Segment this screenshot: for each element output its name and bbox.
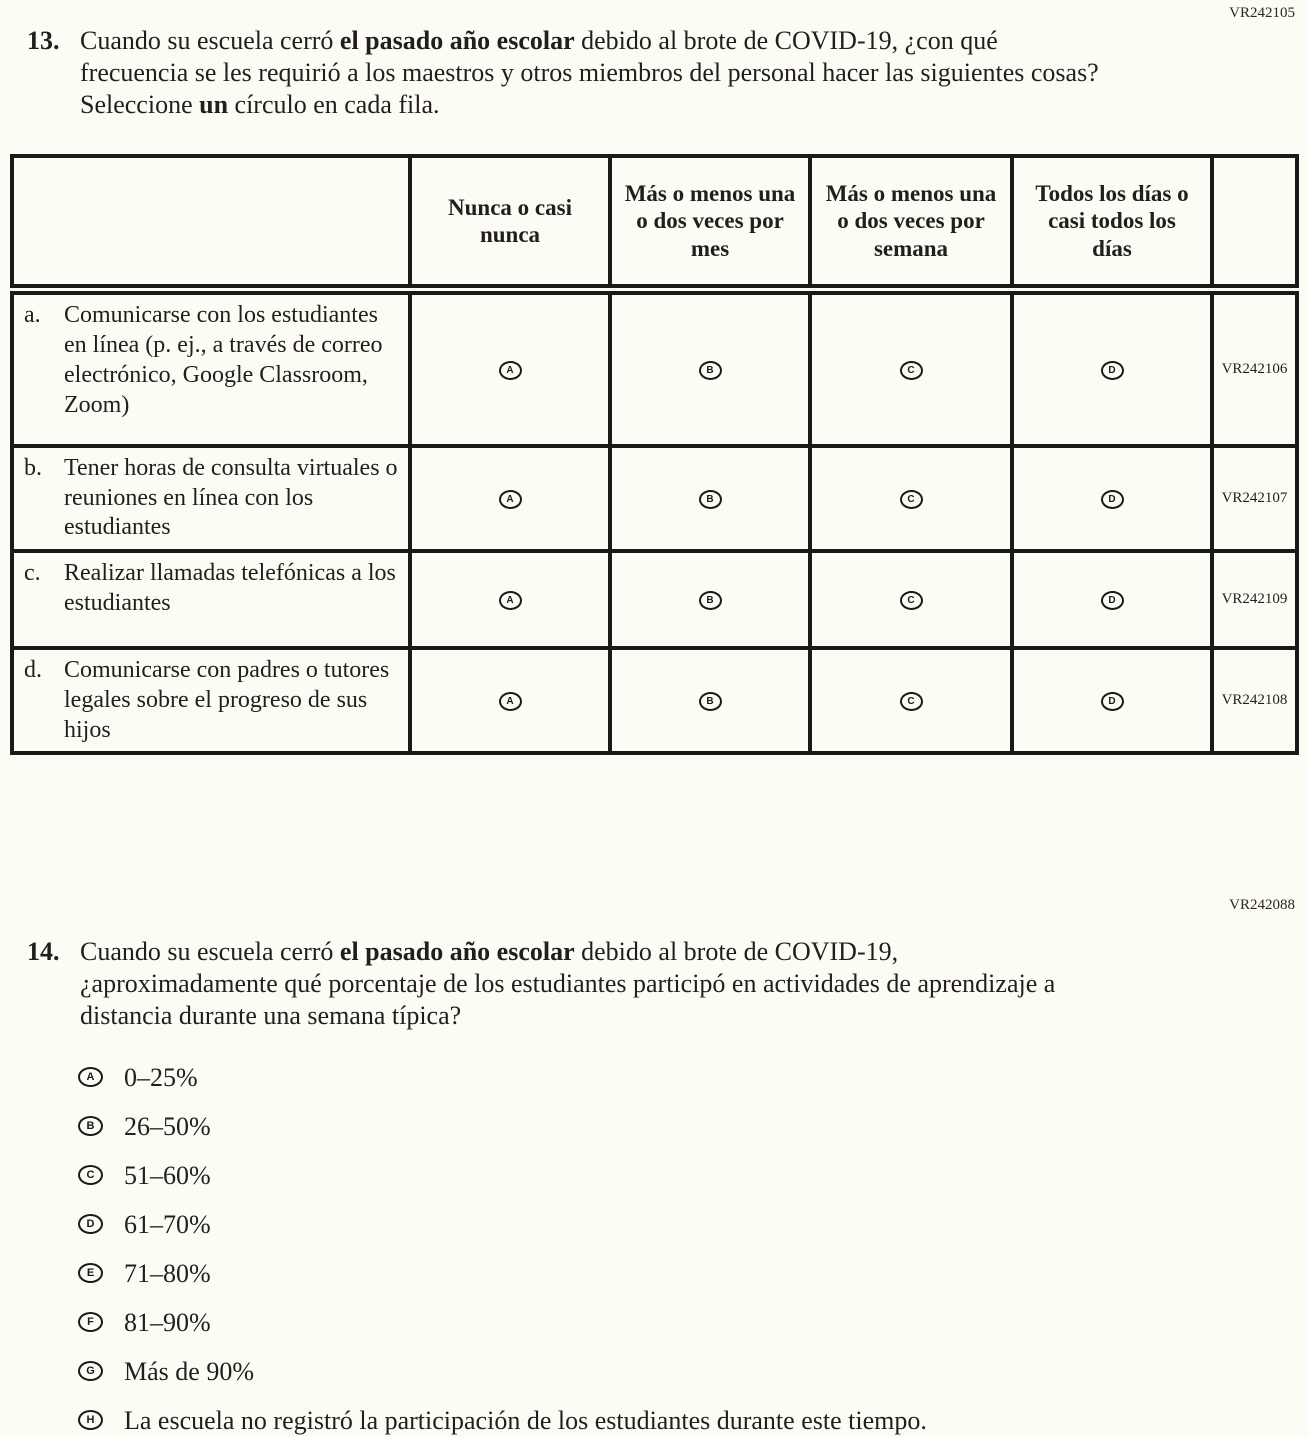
q13-row-d-bubble-d[interactable]: D xyxy=(1101,692,1124,711)
q14-bubble-c[interactable]: C xyxy=(78,1165,103,1185)
q13-row-c-bubble-d[interactable]: D xyxy=(1101,591,1124,610)
q13-row-c xyxy=(12,551,1297,648)
q13-row-a-letter: a. xyxy=(24,302,41,329)
q13-row-d-cell-d xyxy=(1012,648,1212,753)
q14-bubble-f[interactable]: F xyxy=(78,1312,103,1332)
q14-option-c xyxy=(13,1158,1295,1192)
q13-row-d-bubble-b[interactable]: B xyxy=(699,692,722,711)
q13-row-d-code: VR242108 xyxy=(1212,648,1297,753)
q14-option-d-text: 61–70% xyxy=(124,1209,211,1239)
q14-prompt-bold: el pasado año escolar xyxy=(339,937,575,967)
q14-option-g xyxy=(13,1354,1295,1388)
q13-row-d-text: Comunicarse con padres o tutores legales sobre el progreso de sus hijos xyxy=(64,657,390,743)
q13-col-header-3: Todos los días o casi todos los días xyxy=(1012,156,1212,290)
q14-bubble-e[interactable]: E xyxy=(78,1263,103,1283)
q13-row-c-cell-b xyxy=(610,551,810,648)
q13-row-a-cell-a xyxy=(410,290,610,446)
q14-prompt-segment: Cuando su escuela cerró xyxy=(80,937,340,967)
q13-row-d-bubble-a[interactable]: A xyxy=(499,692,522,711)
q13-row-b-letter: b. xyxy=(24,454,42,481)
q13-row-b-item xyxy=(12,446,410,551)
q13-col-header-2: Más o menos una o dos veces por semana xyxy=(810,156,1012,290)
q14-option-f xyxy=(13,1305,1295,1339)
q13-row-d xyxy=(12,648,1297,753)
q14-option-f-text: 81–90% xyxy=(124,1307,211,1337)
q13-row-c-bubble-a[interactable]: A xyxy=(499,591,522,610)
question-14 xyxy=(13,936,1295,1032)
q13-row-d-cell-a xyxy=(410,648,610,753)
q13-row-b-code: VR242107 xyxy=(1212,446,1297,551)
q13-row-c-letter: c. xyxy=(24,560,41,587)
q13-prompt-segment: Cuando su escuela cerró xyxy=(80,26,340,55)
q13-row-b-cell-d xyxy=(1012,446,1212,551)
q13-row-c-cell-a xyxy=(410,551,610,648)
q14-option-e xyxy=(13,1256,1295,1290)
q14-option-c-text: 51–60% xyxy=(124,1160,211,1190)
q14-option-b-text: 26–50% xyxy=(124,1111,211,1141)
q13-row-c-cell-c xyxy=(810,551,1012,648)
q13-row-c-cell-d xyxy=(1012,551,1212,648)
q14-bubble-g[interactable]: G xyxy=(78,1361,103,1381)
q13-col-header-1: Más o menos una o dos veces por mes xyxy=(610,156,810,290)
q14-option-b xyxy=(13,1109,1295,1143)
q14-options-list xyxy=(13,1060,1295,1437)
q13-frequency-table xyxy=(10,154,1299,756)
q13-row-d-cell-c xyxy=(810,648,1012,753)
q14-bubble-b[interactable]: B xyxy=(78,1116,103,1136)
question-14-number: 14. xyxy=(27,937,60,967)
q13-row-a-code: VR242106 xyxy=(1212,290,1297,446)
q13-row-c-bubble-c[interactable]: C xyxy=(900,591,923,610)
q13-header-row xyxy=(12,156,1297,290)
q13-row-a-bubble-b[interactable]: B xyxy=(699,361,722,380)
q13-row-a xyxy=(12,290,1297,446)
form-code-q14: VR242088 xyxy=(1229,897,1295,914)
q13-row-a-bubble-a[interactable]: A xyxy=(499,361,522,380)
q13-row-b-cell-b xyxy=(610,446,810,551)
q13-row-a-bubble-d[interactable]: D xyxy=(1101,361,1124,380)
q13-row-a-cell-b xyxy=(610,290,810,446)
q13-row-c-code: VR242109 xyxy=(1212,551,1297,648)
q13-row-d-item xyxy=(12,648,410,753)
q13-row-b xyxy=(12,446,1297,551)
q13-row-d-bubble-c[interactable]: C xyxy=(900,692,923,711)
q13-row-b-bubble-b[interactable]: B xyxy=(699,490,722,509)
q14-option-a-text: 0–25% xyxy=(124,1062,198,1092)
q14-bubble-h[interactable]: H xyxy=(78,1410,103,1430)
q13-header-empty-left xyxy=(12,156,410,290)
q13-row-b-cell-c xyxy=(810,446,1012,551)
q13-row-b-bubble-a[interactable]: A xyxy=(499,490,522,509)
q13-row-d-letter: d. xyxy=(24,657,42,684)
q13-col-header-0: Nunca o casi nunca xyxy=(410,156,610,290)
q14-prompt-segment: debido al brote de COVID-19, ¿aproximadamente qué porcentaje de los estudiantes participó en actividades de aprendizaje a distancia durante una semana típica? xyxy=(80,937,1056,1031)
q14-bubble-a[interactable]: A xyxy=(78,1067,103,1087)
q13-row-a-bubble-c[interactable]: C xyxy=(900,361,923,380)
q14-option-d xyxy=(13,1207,1295,1241)
question-14-prompt xyxy=(80,936,1060,1032)
q13-row-c-item xyxy=(12,551,410,648)
q14-option-e-text: 71–80% xyxy=(124,1258,211,1288)
form-code-q13: VR242105 xyxy=(1229,5,1295,21)
q13-prompt-segment: debido al brote de COVID-19, ¿con qué frecuencia se les requirió a los maestros y otros miembros del personal hacer las siguientes cosas? Seleccione xyxy=(80,26,1099,119)
q13-prompt-bold: un xyxy=(199,89,229,119)
q13-row-a-cell-d xyxy=(1012,290,1212,446)
q14-bubble-d[interactable]: D xyxy=(78,1214,103,1234)
q13-row-a-text: Comunicarse con los estudiantes en línea (p. ej., a través de correo electrónico, Google Classroom, Zoom) xyxy=(64,302,383,418)
q13-row-b-bubble-c[interactable]: C xyxy=(900,490,923,509)
question-13-number: 13. xyxy=(27,26,60,55)
q14-option-h-text: La escuela no registró la participación de los estudiantes durante este tiempo. xyxy=(124,1405,927,1435)
q13-row-b-cell-a xyxy=(410,446,610,551)
q13-row-b-text: Tener horas de consulta virtuales o reuniones en línea con los estudiantes xyxy=(64,454,398,541)
q13-row-a-cell-c xyxy=(810,290,1012,446)
question-13 xyxy=(13,25,1295,121)
question-13-prompt xyxy=(80,25,1110,121)
q13-header-empty-right xyxy=(1212,156,1297,290)
q13-row-c-text: Realizar llamadas telefónicas a los estudiantes xyxy=(64,560,396,616)
q14-option-a xyxy=(13,1060,1295,1094)
q13-row-d-cell-b xyxy=(610,648,810,753)
q13-row-a-item xyxy=(12,290,410,446)
q13-row-b-bubble-d[interactable]: D xyxy=(1101,490,1124,509)
q14-option-g-text: Más de 90% xyxy=(124,1356,254,1386)
q13-prompt-bold: el pasado año escolar xyxy=(339,26,575,55)
q13-prompt-segment: círculo en cada fila. xyxy=(228,89,440,119)
q14-option-h xyxy=(13,1403,1295,1437)
q13-row-c-bubble-b[interactable]: B xyxy=(699,591,722,610)
